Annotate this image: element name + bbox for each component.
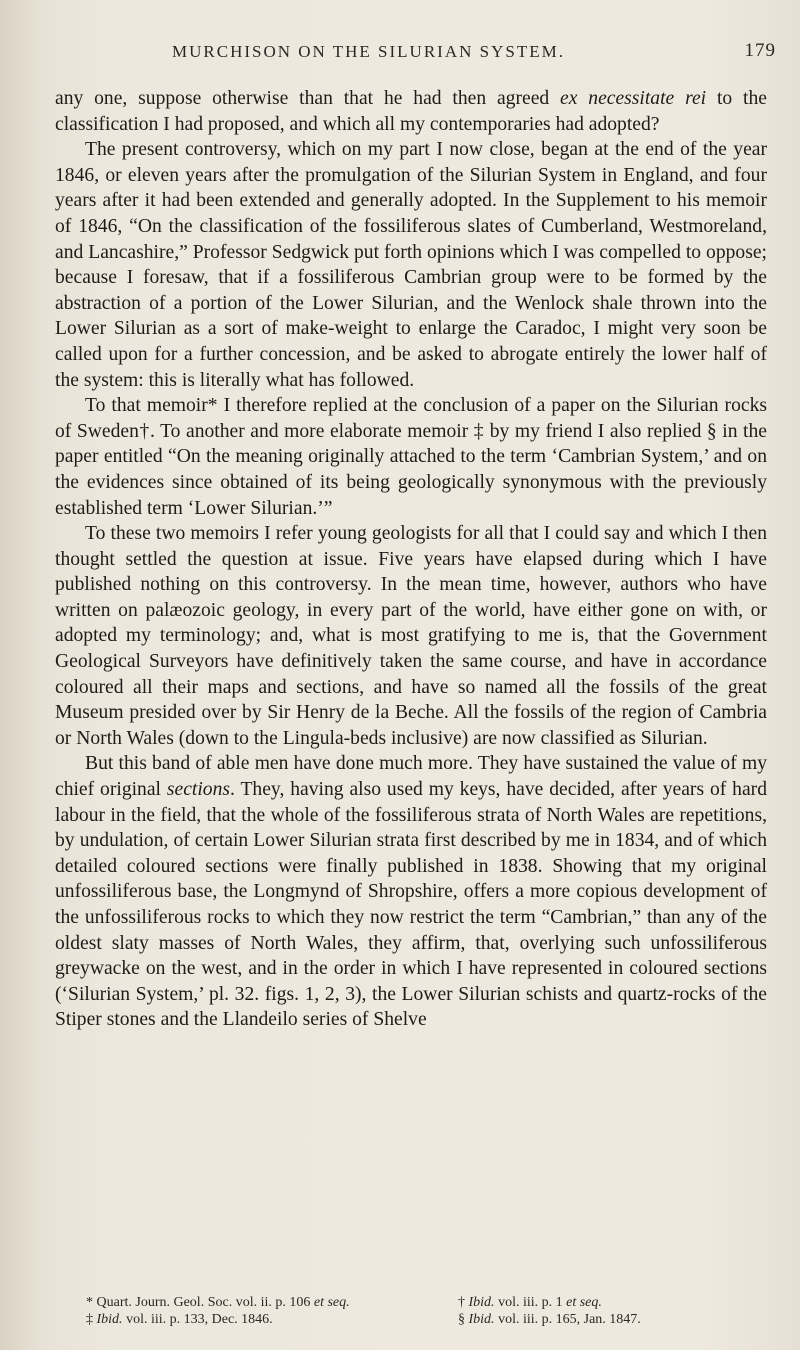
paragraph: To these two memoirs I refer young geologists for all that I could say and which I then thought settled the question at issue. Five years have elapsed during which I have published nothing on this controversy. In the mean time, however, authors who have written on palæozoic geology, in every part of the world, have either gone on with, or adopted my terminology; and, what is most gratifying to me is, that the Government Geological Surveyors have definitively taken the same course, and have in accordance coloured all their maps and sections, and have so named all the fossils of the great Museum presided over by Sir Henry de la Beche. All the fossils of the region of Cambria or North Wales (down to the Lingula-beds inclusive) are now classified as Silurian. bbox=[55, 523, 767, 749]
footnotes bbox=[86, 1294, 776, 1328]
footnote: † Ibid. vol. iii. p. 1 et seq. bbox=[458, 1295, 602, 1310]
footnote: * Quart. Journ. Geol. Soc. vol. ii. p. 106 et seq. bbox=[86, 1295, 350, 1310]
page-number: 179 bbox=[744, 40, 776, 61]
footnote: § Ibid. vol. iii. p. 165, Jan. 1847. bbox=[458, 1312, 641, 1327]
footnote: ‡ Ibid. vol. iii. p. 133, Dec. 1846. bbox=[86, 1312, 273, 1327]
paragraph: To that memoir* I therefore replied at the conclusion of a paper on the Silurian rocks of Sweden†. To another and more elaborate memoir ‡ by my friend I also replied § in the paper entitled “On the meaning originally attached to the term ‘Cambrian System,’ and on the evidences since obtained of its being geologically synonymous with the previously established term ‘Lower Silurian.’” bbox=[55, 395, 767, 519]
body-text bbox=[55, 86, 767, 1033]
paragraph: any one, suppose otherwise than that he had then agreed ex necessitate rei to the classification I had proposed, and which all my contemporaries had adopted? bbox=[55, 88, 767, 135]
paragraph: But this band of able men have done much more. They have sustained the value of my chief original sections. They, having also used my keys, have decided, after years of hard labour in the field, that the whole of the fossiliferous strata of North Wales are repetitions, by undulation, of certain Lower Silurian strata first described by me in 1834, and of which detailed coloured sections were finally published in 1838. Showing that my original unfossiliferous base, the Longmynd of Shropshire, offers a more copious development of the unfossiliferous rocks to which they now restrict the term “Cambrian,” than any of the oldest slaty masses of North Wales, they affirm, that, overlying such unfossiliferous greywacke on the west, and in the order in which I have represented in coloured sections (‘Silurian System,’ pl. 32. figs. 1, 2, 3), the Lower Silurian schists and quartz-rocks of the Stiper stones and the Llandeilo series of Shelve bbox=[55, 753, 767, 1031]
running-title: MURCHISON ON THE SILURIAN SYSTEM. bbox=[172, 42, 565, 61]
running-header bbox=[172, 40, 776, 62]
paragraph: The present controversy, which on my part I now close, began at the end of the year 1846, or eleven years after the promulgation of the Silurian System in England, and four years after it had been extended and generally adopted. In the Supplement to his memoir of 1846, “On the classification of the fossiliferous slates of Cumberland, Westmoreland, and Lancashire,” Professor Sedgwick put forth opinions which I was compelled to oppose; because I foresaw, that if a fossiliferous Cambrian group were to be formed by the abstraction of a portion of the Lower Silurian, and the Wenlock shale thrown into the Lower Silurian as a sort of make-weight to enlarge the Caradoc, I might very soon be called upon for a further concession, and be asked to abrogate entirely the lower half of the system: this is literally what has followed. bbox=[55, 139, 767, 391]
